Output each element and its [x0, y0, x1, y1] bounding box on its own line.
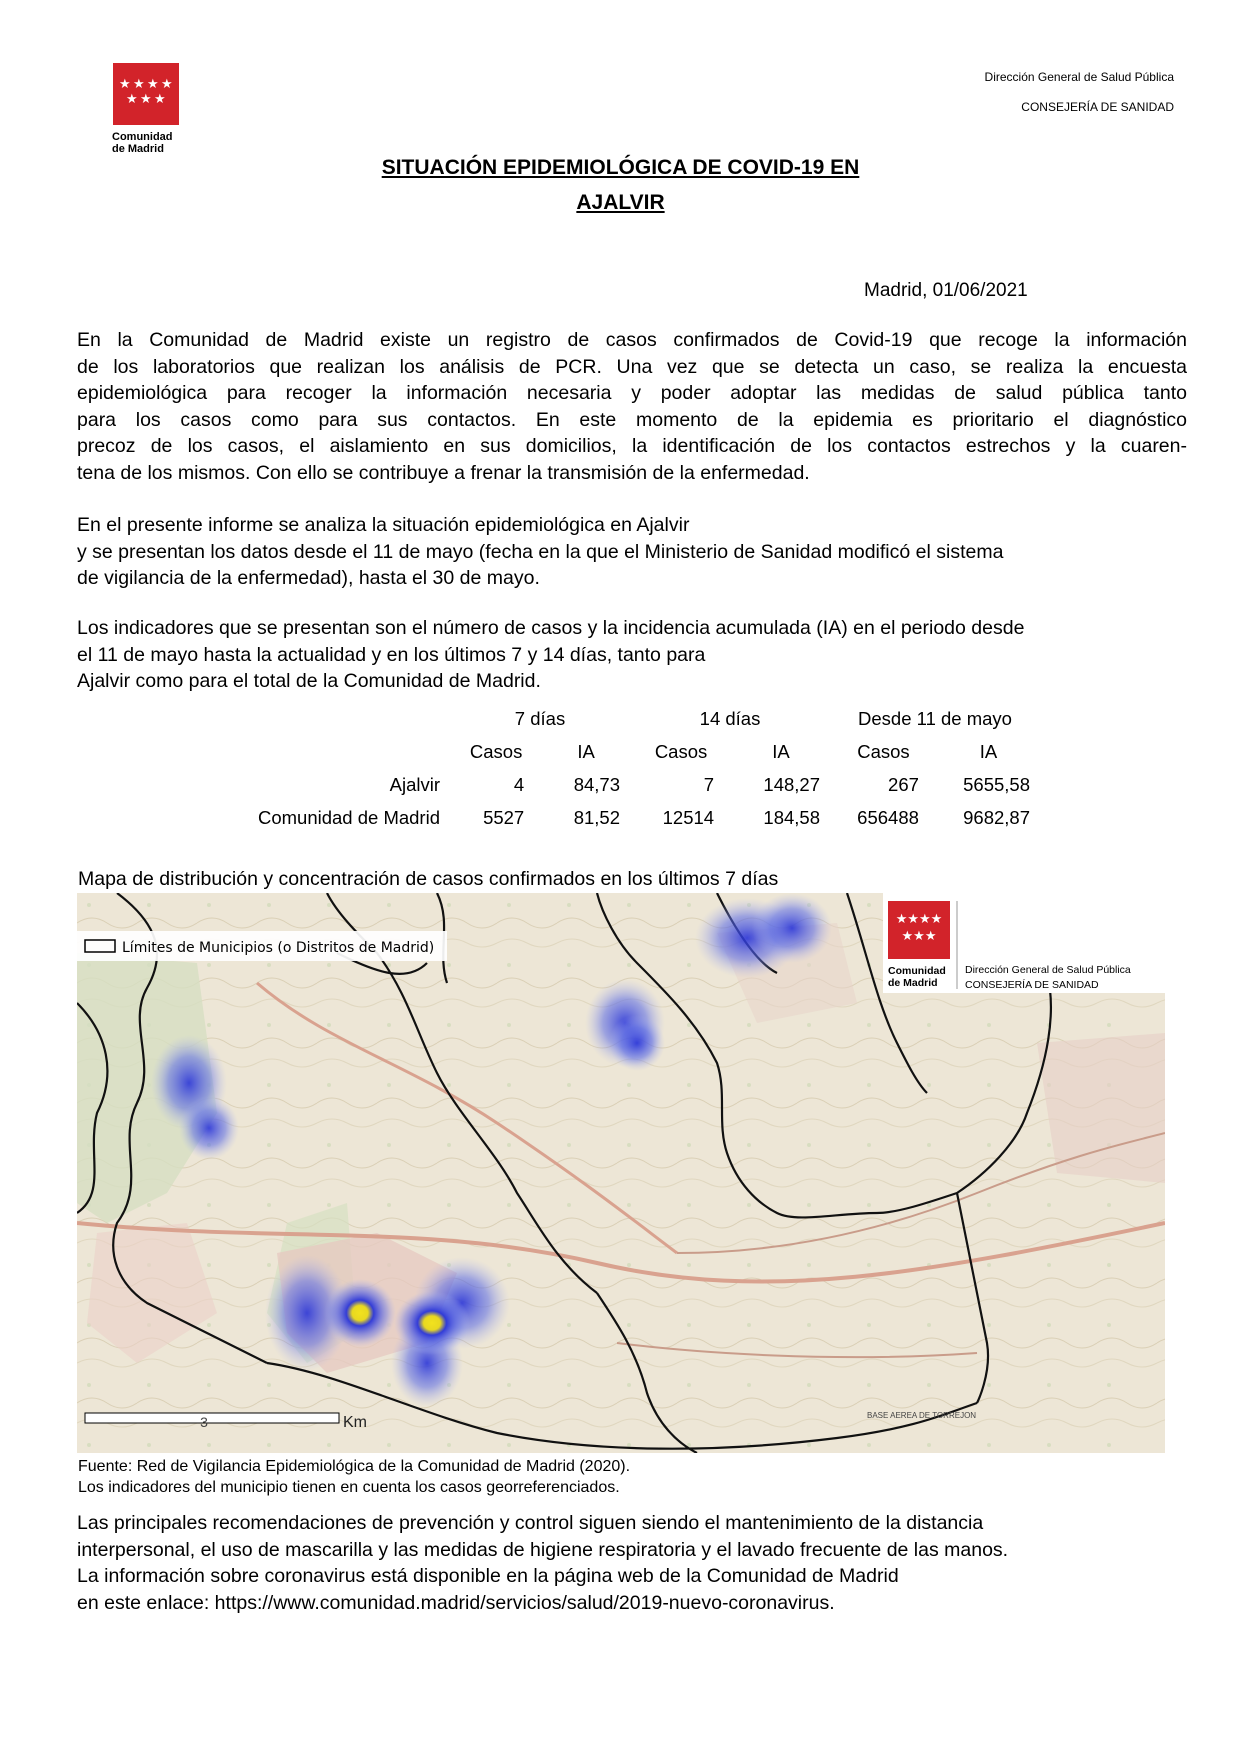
scale-number: 3 [200, 1414, 208, 1430]
table-cell: 84,73 [573, 773, 620, 795]
table-cell: 5527 [483, 806, 525, 828]
table-subheader-row [225, 735, 1040, 768]
table-cell: 656488 [857, 806, 919, 828]
star-icon: ★ [161, 76, 173, 91]
intro-paragraph [77, 327, 1187, 486]
case-hotspot [394, 1291, 470, 1355]
case-cluster [752, 893, 832, 963]
indicators-table [225, 702, 1040, 834]
map-ministry-name: CONSEJERÍA DE SANIDAD [965, 979, 1099, 991]
map-caption: Mapa de distribución y concentración de casos confirmados en los últimos 7 días [78, 868, 779, 890]
cases-heat-map [77, 893, 1165, 1453]
table-cell: 81,52 [573, 806, 620, 828]
indicators-paragraph [77, 615, 1187, 695]
table-subheader: IA [772, 740, 790, 762]
comunidad-madrid-logo [113, 63, 179, 125]
report-date: Madrid, 01/06/2021 [864, 280, 1028, 301]
logo-text-line: de Madrid [112, 143, 164, 155]
source-line: Los indicadores del municipio tienen en cuenta los casos georreferenciados. [78, 1479, 620, 1496]
map-logo-text: de Madrid [888, 977, 938, 989]
text-line: Ajalvir como para el total de la Comunidad de Madrid. [77, 670, 541, 692]
star-icon: ★ [140, 91, 152, 106]
table-cell: 9682,87 [963, 806, 1030, 828]
table-cell: 148,27 [763, 773, 820, 795]
logo-text-line: Comunidad [112, 131, 173, 143]
title-line: SITUACIÓN EPIDEMIOLÓGICA DE COVID-19 EN [381, 156, 860, 179]
table-group-header: 14 días [699, 707, 761, 729]
row-label: Ajalvir [389, 773, 440, 795]
scale-unit: Km [343, 1414, 367, 1431]
table-cell: 12514 [662, 806, 715, 828]
table-cell: 7 [703, 773, 715, 795]
table-subheader: Casos [857, 740, 910, 762]
text-line: interpersonal, el uso de mascarilla y las medidas de higiene respiratoria y el lavado frecuente de las manos. [77, 1538, 1009, 1561]
text-line: Las principales recomendaciones de prevención y control siguen siendo el mantenimiento de la distancia [77, 1512, 984, 1534]
table-subheader: Casos [654, 740, 708, 762]
table-cell: 184,58 [763, 806, 820, 828]
row-label: Comunidad de Madrid [257, 806, 440, 828]
table-subheader: IA [979, 740, 998, 762]
text-line: tena de los mismos. Con ello se contribuye a frenar la transmisión de la enfermedad. [77, 461, 810, 484]
map-logo-stars: ★★★★ [895, 912, 943, 927]
text-line: En la Comunidad de Madrid existe un registro de casos confirmados de Covid-19 que recoge la información [77, 329, 1187, 351]
table-cell: 4 [513, 773, 525, 795]
table-group-header-row [225, 702, 1040, 735]
department-header [985, 62, 1174, 122]
text-line: precoz de los casos, el aislamiento en sus domicilios, la identificación de los contactos estrechos y la cuaren- [77, 435, 1187, 457]
star-icon: ★ [147, 76, 159, 91]
text-line: La información sobre coronavirus está disponible en la página web de la Comunidad de Madrid [77, 1565, 899, 1587]
map-dept-name: Dirección General de Salud Pública [965, 964, 1131, 976]
source-note [78, 1456, 630, 1498]
urban-area [1037, 1033, 1165, 1183]
source-line: Fuente: Red de Vigilancia Epidemiológica de la Comunidad de Madrid (2020). [78, 1458, 631, 1475]
text-line: En el presente informe se analiza la situación epidemiológica en Ajalvir [77, 514, 690, 536]
text-line: de vigilancia de la enfermedad), hasta el 30 de mayo. [77, 567, 540, 589]
table-cell: 5655,58 [963, 773, 1030, 795]
star-icon: ★ [154, 91, 166, 106]
case-cluster [179, 1096, 239, 1160]
recommendations-paragraph [77, 1510, 1187, 1616]
text-line: y se presentan los datos desde el 11 de mayo (fecha en la que el Ministerio de Sanidad modificó el sistema [77, 540, 1004, 563]
department-name: Dirección General de Salud Pública [984, 70, 1174, 84]
ministry-name: CONSEJERÍA DE SANIDAD [1021, 100, 1174, 114]
text-line: epidemiológica para recoger la información necesaria y poder adoptar las medidas de salud pública tanto [77, 382, 1187, 404]
map-logo-stars: ★★★ [901, 929, 937, 944]
text-line: Los indicadores que se presentan son el número de casos y la incidencia acumulada (IA) en el periodo desde [77, 617, 1025, 639]
table-cell: 267 [888, 773, 919, 795]
table-row [225, 801, 1040, 834]
map-svg [77, 893, 1165, 1453]
map-logo-text: Comunidad [888, 965, 946, 977]
table-group-header: 7 días [514, 707, 566, 729]
star-icon: ★ [119, 76, 131, 91]
title-line: AJALVIR [576, 191, 665, 214]
star-icon: ★ [126, 91, 138, 106]
base-label: BASE AEREA DE TORREJON [867, 1411, 977, 1420]
case-hotspot [324, 1279, 396, 1347]
scope-paragraph [77, 512, 1187, 592]
table-group-header: Desde 11 de mayo [858, 707, 1012, 729]
star-icon: ★ [133, 76, 145, 91]
text-line: de los laboratorios que realizan los análisis de PCR. Una vez que se detecta un caso, se realiza la encuesta [77, 355, 1187, 378]
table-row [225, 768, 1040, 801]
text-line: el 11 de mayo hasta la actualidad y en los últimos 7 y 14 días, tanto para [77, 643, 706, 666]
table-subheader: IA [577, 740, 595, 762]
page-title [0, 150, 1241, 220]
legend-label: Límites de Municipios (o Distritos de Madrid) [122, 940, 435, 956]
text-line: en este enlace: https://www.comunidad.madrid/servicios/salud/2019-nuevo-coronavirus. [77, 1591, 835, 1614]
text-line: para los casos como para sus contactos. En este momento de la epidemia es prioritario el diagnóstico [77, 408, 1187, 431]
case-cluster [609, 1015, 665, 1071]
scale-bar [85, 1413, 339, 1423]
table-subheader: Casos [469, 740, 523, 762]
